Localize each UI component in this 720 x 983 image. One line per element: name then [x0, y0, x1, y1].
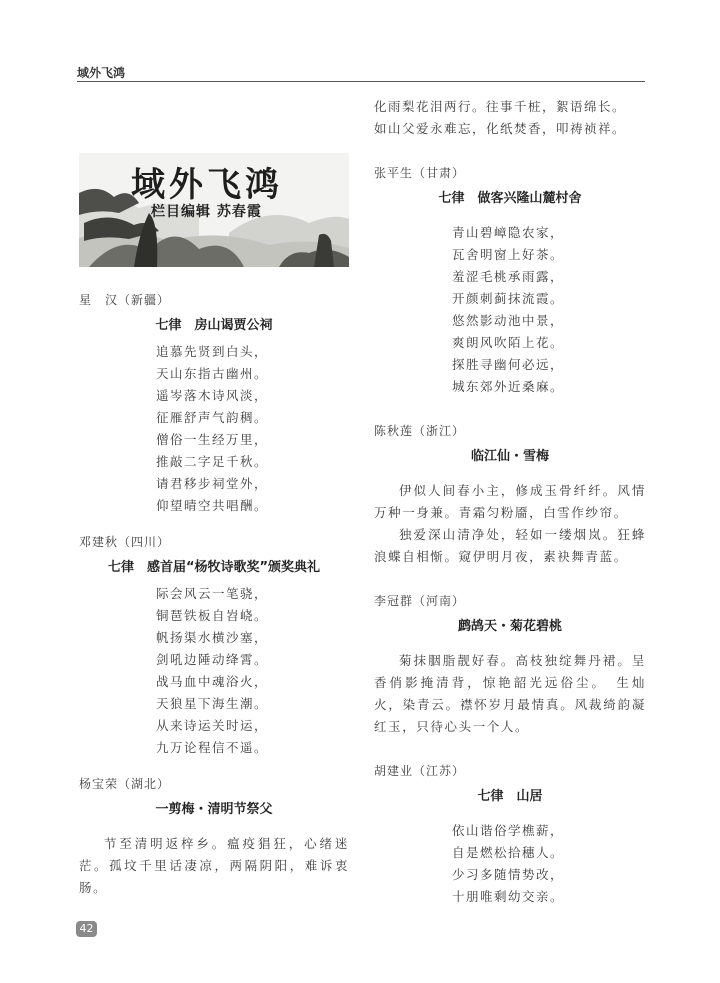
running-header: 域外飞鸿 [77, 66, 126, 80]
poem-author: 张平生（甘肃） [374, 166, 466, 180]
poem-line: 战马血中魂浴火， [156, 674, 269, 689]
prose-paragraph: 伊似人间春小主，修成玉骨纤纤。风情万种一身兼。青霜匀粉靥，白雪作纱帘。 [374, 483, 646, 520]
poem-title: 一剪梅・清明节祭父 [155, 802, 273, 817]
poem-line: 仰望晴空共唱酬。 [156, 498, 269, 513]
poem-line: 铜琶铁板自岧峣。 [156, 608, 269, 623]
poem-line: 依山谐俗学樵薪， [452, 823, 565, 838]
poem-line: 请君移步祠堂外， [156, 476, 269, 491]
poem-body [374, 820, 646, 908]
poem-prose [79, 833, 349, 899]
poem-line: 天狼星下海生潮。 [156, 696, 269, 711]
poem-line: 从来诗运关时运， [156, 718, 269, 733]
poem-title: 七律 房山谒贾公祠 [155, 318, 273, 333]
poem-line: 天山东指古幽州。 [156, 366, 269, 381]
poem-title: 七律 做客兴隆山麓村舍 [438, 191, 582, 206]
column-editor: 栏目编辑 苏春霞 [151, 204, 262, 220]
poem-author: 李冠群（河南） [374, 594, 466, 608]
poem-title: 临江仙・雪梅 [470, 449, 549, 464]
poem-line: 遥岑落木诗风淡， [156, 388, 269, 403]
right-column [374, 96, 646, 908]
poem-line: 推敲二字足千秋。 [156, 454, 269, 469]
poem-title: 七律 感首届“杨牧诗歌奖”颁奖典礼 [107, 560, 321, 575]
header-rule [77, 81, 645, 82]
poem-prose [374, 650, 646, 738]
poem-line: 探胜寻幽何必远， [452, 357, 565, 372]
poem-line: 瓦舍明窗上好茶。 [452, 247, 565, 262]
poem-title: 七律 山居 [477, 789, 543, 804]
poem-author: 杨宝荣（湖北） [79, 777, 171, 791]
poem-line: 九万论程信不遥。 [156, 740, 269, 755]
poem-author: 陈秋莲（浙江） [374, 424, 466, 438]
poem-line: 追慕先贤到白头， [156, 344, 269, 359]
poem-line: 悠然影动池中景， [452, 313, 565, 328]
poem-line: 自是燃松拾穗人。 [452, 845, 565, 860]
poem-line: 开颜刺蓟抹流霞。 [452, 291, 565, 306]
poem-body [79, 583, 349, 759]
continuation-line: 如山父爱永难忘，化纸焚香，叩祷祯祥。 [374, 121, 627, 136]
poem-author: 星 汉（新疆） [79, 293, 171, 307]
continuation-line: 化雨梨花泪两行。往事千桩，絮语绵长。 [374, 99, 627, 114]
poem-line: 城东郊外近桑麻。 [452, 379, 565, 394]
poem-author: 邓建秋（四川） [79, 535, 171, 549]
left-column [79, 153, 349, 899]
page-number: 42 [76, 921, 97, 937]
poem-line: 际会风云一笔骁， [156, 586, 269, 601]
poem-line: 爽朗风吹陌上花。 [452, 335, 565, 350]
poem-line: 青山碧嶂隐农家， [452, 225, 565, 240]
poem-line: 帆扬渠水横沙塞， [156, 630, 269, 645]
poem-line: 少习多随情势改， [452, 867, 565, 882]
banner-title: 域外飞鸿 [131, 165, 283, 205]
continuation-text [374, 96, 646, 140]
poem-body [374, 222, 646, 398]
poem-line: 十朋唯剩幼交亲。 [452, 889, 565, 904]
poem-author: 胡建业（江苏） [374, 764, 466, 778]
poem-body [79, 341, 349, 517]
poem-line: 征雁舒声气韵稠。 [156, 410, 269, 425]
column-banner [79, 153, 349, 267]
prose-paragraph: 菊抹胭脂靓好春。高枝独绽舞丹裙。呈香俏影掩清背，惊艳韶光远俗尘。 生灿火，染青云。襟怀岁月最情真。风裁绮韵凝红玉，只待心头一个人。 [374, 653, 646, 734]
poem-prose [374, 480, 646, 568]
poem-line: 羞涩毛桃承雨露， [452, 269, 565, 284]
poem-title: 鹧鸪天・菊花碧桃 [457, 619, 562, 634]
poem-line: 僧俗一生经万里， [156, 432, 269, 447]
poem-line: 剑吼边陲动绛霄。 [156, 652, 269, 667]
prose-paragraph: 节至清明返梓乡。瘟疫猖狂，心绪迷茫。孤坟千里话凄凉，两隔阴阳，难诉衷肠。 [79, 836, 349, 895]
prose-paragraph: 独爱深山清净处，轻如一缕烟岚。狂蜂浪蝶自相惭。窥伊明月夜，素袂舞青蓝。 [374, 527, 646, 564]
